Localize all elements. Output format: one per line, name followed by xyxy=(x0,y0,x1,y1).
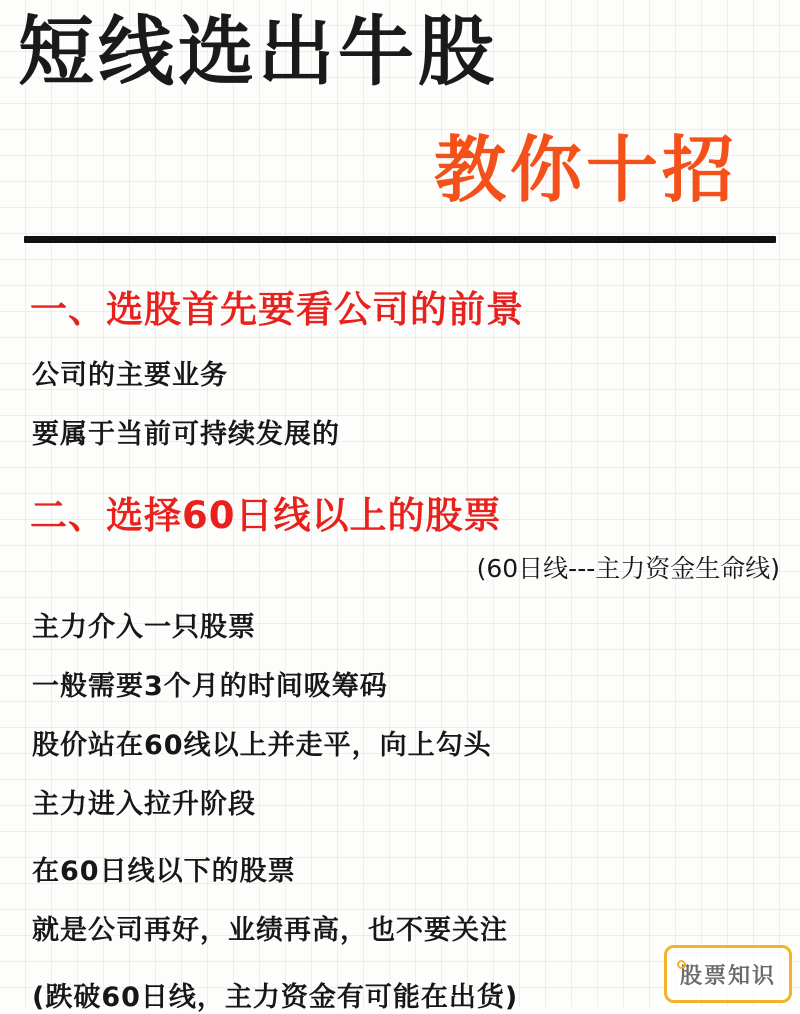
section-2-line-1: 主力介入一只股票 xyxy=(32,612,256,643)
title-divider xyxy=(24,236,776,243)
section-2-line-7: (跌破60日线，主力资金有可能在出货) xyxy=(32,982,519,1013)
section-2-heading: 二、选择60日线以上的股票 xyxy=(30,494,502,537)
watermark-hole-icon xyxy=(677,960,686,969)
page-subtitle: 教你十招 xyxy=(433,128,738,212)
watermark-badge xyxy=(664,945,792,1003)
section-1-line-2: 要属于当前可持续发展的 xyxy=(32,419,340,450)
section-2-line-2: 一般需要3个月的时间吸筹码 xyxy=(32,671,388,702)
section-1-heading: 一、选股首先要看公司的前景 xyxy=(30,288,524,331)
section-2-line-6: 就是公司再好，业绩再高，也不要关注 xyxy=(32,915,508,946)
section-2-note: (60日线---主力资金生命线) xyxy=(476,554,780,583)
section-2-line-3: 股价站在60线以上并走平，向上勾头 xyxy=(32,730,492,761)
watermark-label: 股票知识 xyxy=(679,963,776,989)
section-1-line-1: 公司的主要业务 xyxy=(32,360,228,391)
section-2-line-5: 在60日线以下的股票 xyxy=(32,856,296,887)
section-2-line-4: 主力进入拉升阶段 xyxy=(32,789,256,820)
page-title: 短线选出牛股 xyxy=(18,7,498,96)
